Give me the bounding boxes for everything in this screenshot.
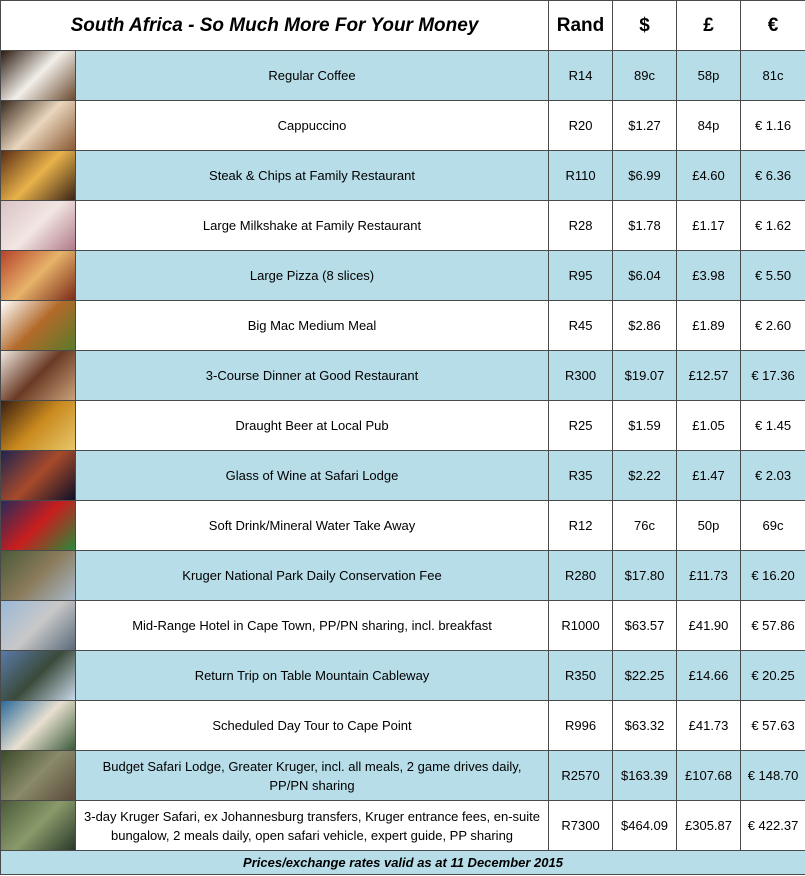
item-photo-cell bbox=[1, 601, 76, 651]
cappuccino-photo bbox=[1, 101, 75, 150]
price-gbp: £1.17 bbox=[677, 201, 741, 251]
footer-row bbox=[1, 851, 805, 875]
item-name: Regular Coffee bbox=[76, 51, 549, 101]
footer-note: Prices/exchange rates valid as at 11 December 2015 bbox=[1, 851, 805, 875]
price-eur: € 148.70 bbox=[741, 751, 805, 801]
price-gbp: £41.73 bbox=[677, 701, 741, 751]
price-rand: R12 bbox=[549, 501, 613, 551]
item-photo-cell bbox=[1, 551, 76, 601]
column-header-eur: € bbox=[741, 1, 805, 51]
price-eur: € 1.45 bbox=[741, 401, 805, 451]
price-eur: € 17.36 bbox=[741, 351, 805, 401]
item-name: Soft Drink/Mineral Water Take Away bbox=[76, 501, 549, 551]
table-row bbox=[1, 251, 805, 301]
table-row bbox=[1, 451, 805, 501]
price-rand: R20 bbox=[549, 101, 613, 151]
price-usd: $163.39 bbox=[613, 751, 677, 801]
item-photo-cell bbox=[1, 201, 76, 251]
price-usd: $464.09 bbox=[613, 801, 677, 851]
beer-photo bbox=[1, 401, 75, 450]
price-usd: $2.86 bbox=[613, 301, 677, 351]
price-rand: R95 bbox=[549, 251, 613, 301]
soft-drink-photo bbox=[1, 501, 75, 550]
item-photo-cell bbox=[1, 301, 76, 351]
item-photo-cell bbox=[1, 401, 76, 451]
cape-point-photo bbox=[1, 701, 75, 750]
item-name: Draught Beer at Local Pub bbox=[76, 401, 549, 451]
item-name: Large Pizza (8 slices) bbox=[76, 251, 549, 301]
price-gbp: £11.73 bbox=[677, 551, 741, 601]
price-eur: € 57.86 bbox=[741, 601, 805, 651]
price-usd: $1.78 bbox=[613, 201, 677, 251]
price-usd: $6.04 bbox=[613, 251, 677, 301]
price-usd: $19.07 bbox=[613, 351, 677, 401]
item-photo-cell bbox=[1, 751, 76, 801]
price-gbp: £12.57 bbox=[677, 351, 741, 401]
header-row bbox=[1, 1, 805, 51]
big-mac-photo bbox=[1, 301, 75, 350]
item-photo-cell bbox=[1, 51, 76, 101]
price-eur: € 2.03 bbox=[741, 451, 805, 501]
price-eur: € 16.20 bbox=[741, 551, 805, 601]
table-row bbox=[1, 301, 805, 351]
price-gbp: 84p bbox=[677, 101, 741, 151]
item-name: Steak & Chips at Family Restaurant bbox=[76, 151, 549, 201]
column-header-usd: $ bbox=[613, 1, 677, 51]
item-photo-cell bbox=[1, 651, 76, 701]
price-eur: € 57.63 bbox=[741, 701, 805, 751]
item-name: Cappuccino bbox=[76, 101, 549, 151]
item-photo-cell bbox=[1, 501, 76, 551]
table-row bbox=[1, 501, 805, 551]
price-eur: € 20.25 bbox=[741, 651, 805, 701]
price-usd: $1.59 bbox=[613, 401, 677, 451]
pizza-photo bbox=[1, 251, 75, 300]
price-eur: 81c bbox=[741, 51, 805, 101]
safari-vehicle-photo bbox=[1, 801, 75, 850]
column-header-rand: Rand bbox=[549, 1, 613, 51]
price-eur: € 1.16 bbox=[741, 101, 805, 151]
price-usd: $2.22 bbox=[613, 451, 677, 501]
item-name: Large Milkshake at Family Restaurant bbox=[76, 201, 549, 251]
item-name: 3-day Kruger Safari, ex Johannesburg transfers, Kruger entrance fees, en-suite bungalow, 2 meals daily, open safari vehicle, expert guide, PP sharing bbox=[76, 801, 549, 851]
item-photo-cell bbox=[1, 151, 76, 201]
item-name: Big Mac Medium Meal bbox=[76, 301, 549, 351]
table-row bbox=[1, 701, 805, 751]
item-photo-cell bbox=[1, 801, 76, 851]
price-usd: $63.32 bbox=[613, 701, 677, 751]
steak-chips-photo bbox=[1, 151, 75, 200]
price-gbp: £14.66 bbox=[677, 651, 741, 701]
price-rand: R350 bbox=[549, 651, 613, 701]
price-rand: R45 bbox=[549, 301, 613, 351]
price-gbp: 50p bbox=[677, 501, 741, 551]
price-eur: € 5.50 bbox=[741, 251, 805, 301]
price-usd: $1.27 bbox=[613, 101, 677, 151]
table-row bbox=[1, 601, 805, 651]
price-gbp: 58p bbox=[677, 51, 741, 101]
item-name: 3-Course Dinner at Good Restaurant bbox=[76, 351, 549, 401]
item-photo-cell bbox=[1, 251, 76, 301]
table-row bbox=[1, 551, 805, 601]
price-usd: $63.57 bbox=[613, 601, 677, 651]
price-usd: $17.80 bbox=[613, 551, 677, 601]
price-gbp: £107.68 bbox=[677, 751, 741, 801]
item-photo-cell bbox=[1, 351, 76, 401]
kruger-gate-photo bbox=[1, 551, 75, 600]
column-header-gbp: £ bbox=[677, 1, 741, 51]
item-name: Glass of Wine at Safari Lodge bbox=[76, 451, 549, 501]
price-eur: € 2.60 bbox=[741, 301, 805, 351]
wine-photo bbox=[1, 451, 75, 500]
price-rand: R35 bbox=[549, 451, 613, 501]
table-row bbox=[1, 101, 805, 151]
price-usd: 76c bbox=[613, 501, 677, 551]
price-rand: R280 bbox=[549, 551, 613, 601]
item-name: Budget Safari Lodge, Greater Kruger, incl. all meals, 2 game drives daily, PP/PN sharing bbox=[76, 751, 549, 801]
page-title: South Africa - So Much More For Your Money bbox=[1, 1, 549, 51]
price-rand: R110 bbox=[549, 151, 613, 201]
price-eur: € 6.36 bbox=[741, 151, 805, 201]
price-usd: $6.99 bbox=[613, 151, 677, 201]
dinner-photo bbox=[1, 351, 75, 400]
price-eur: € 1.62 bbox=[741, 201, 805, 251]
price-rand: R2570 bbox=[549, 751, 613, 801]
price-rand: R996 bbox=[549, 701, 613, 751]
price-gbp: £1.89 bbox=[677, 301, 741, 351]
price-rand: R300 bbox=[549, 351, 613, 401]
price-rand: R28 bbox=[549, 201, 613, 251]
price-gbp: £305.87 bbox=[677, 801, 741, 851]
item-name: Return Trip on Table Mountain Cableway bbox=[76, 651, 549, 701]
price-usd: 89c bbox=[613, 51, 677, 101]
price-eur: € 422.37 bbox=[741, 801, 805, 851]
item-photo-cell bbox=[1, 101, 76, 151]
price-gbp: £1.05 bbox=[677, 401, 741, 451]
cableway-photo bbox=[1, 651, 75, 700]
price-gbp: £3.98 bbox=[677, 251, 741, 301]
item-name: Kruger National Park Daily Conservation Fee bbox=[76, 551, 549, 601]
price-rand: R14 bbox=[549, 51, 613, 101]
table-row bbox=[1, 351, 805, 401]
item-name: Mid-Range Hotel in Cape Town, PP/PN sharing, incl. breakfast bbox=[76, 601, 549, 651]
price-gbp: £41.90 bbox=[677, 601, 741, 651]
price-gbp: £1.47 bbox=[677, 451, 741, 501]
item-photo-cell bbox=[1, 451, 76, 501]
table-row bbox=[1, 151, 805, 201]
item-photo-cell bbox=[1, 701, 76, 751]
cape-town-hotel-photo bbox=[1, 601, 75, 650]
item-name: Scheduled Day Tour to Cape Point bbox=[76, 701, 549, 751]
price-usd: $22.25 bbox=[613, 651, 677, 701]
table-row bbox=[1, 201, 805, 251]
table-row bbox=[1, 401, 805, 451]
coffee-photo bbox=[1, 51, 75, 100]
table-row bbox=[1, 51, 805, 101]
price-eur: 69c bbox=[741, 501, 805, 551]
table-row bbox=[1, 651, 805, 701]
safari-lodge-photo bbox=[1, 751, 75, 800]
price-rand: R25 bbox=[549, 401, 613, 451]
table-row bbox=[1, 801, 805, 851]
price-rand: R1000 bbox=[549, 601, 613, 651]
milkshake-photo bbox=[1, 201, 75, 250]
price-rand: R7300 bbox=[549, 801, 613, 851]
price-gbp: £4.60 bbox=[677, 151, 741, 201]
table-row bbox=[1, 751, 805, 801]
